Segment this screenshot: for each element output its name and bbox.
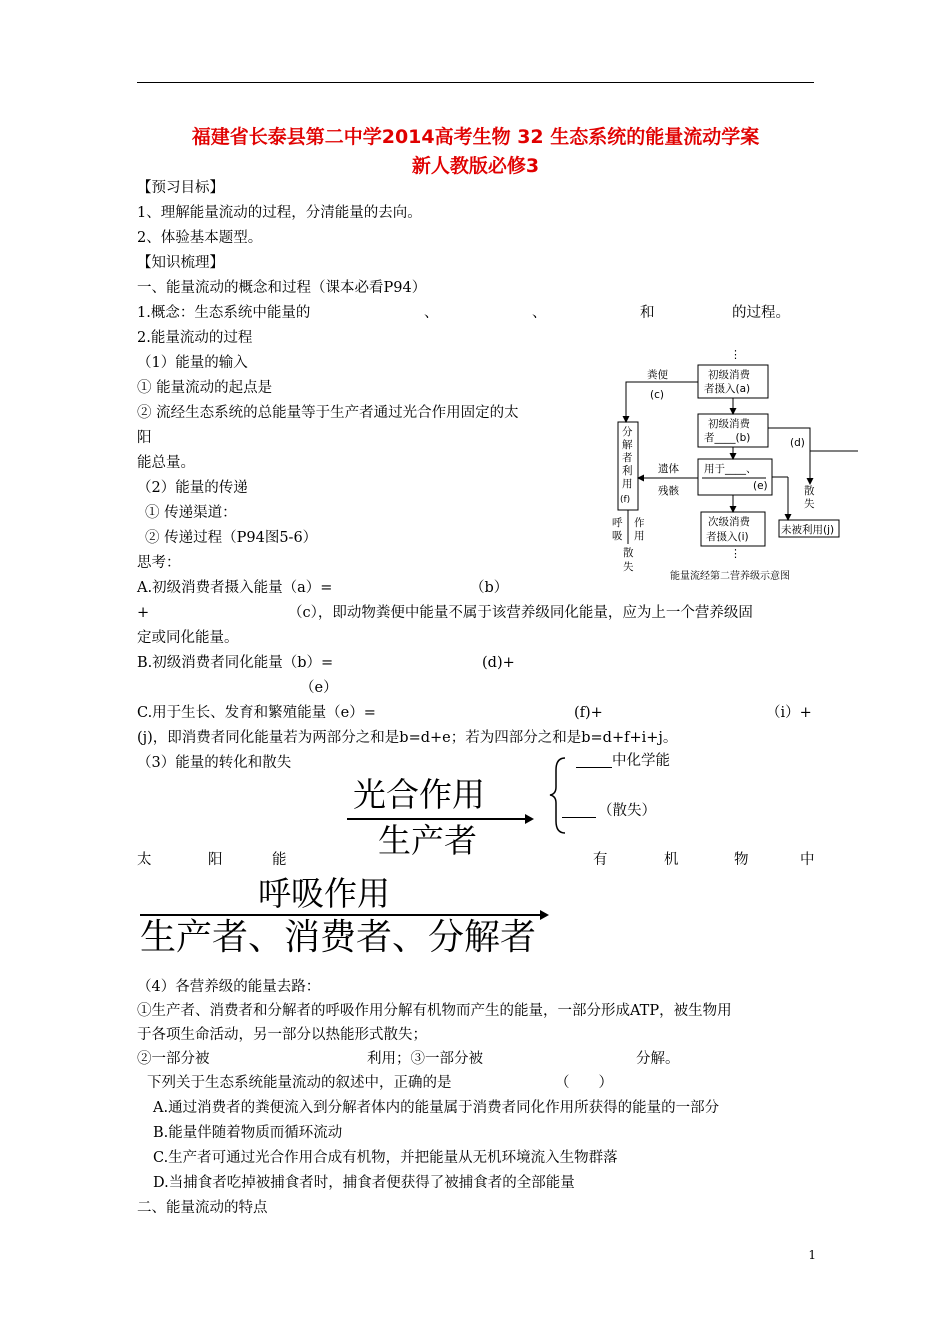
dots-top: ⋮ xyxy=(730,348,741,361)
concept-line-e: 的过程。 xyxy=(732,305,790,321)
question-option-c: C.生产者可通过光合作用合成有机物，并把能量从无机环境流入生物群落 xyxy=(153,1150,618,1166)
organic-char-4: 中 xyxy=(800,852,815,868)
think-b-right: (d)+ xyxy=(482,655,515,671)
brace-top-text: 中化学能 xyxy=(612,753,670,769)
blank-line-energy xyxy=(576,767,612,768)
svg-text:失: 失 xyxy=(623,561,634,573)
sun-char-1: 太 xyxy=(137,852,152,868)
svg-text:者摄入(i): 者摄入(i) xyxy=(706,531,749,543)
organic-char-1: 有 xyxy=(593,852,608,868)
energy-flow-diagram xyxy=(606,344,864,584)
levels-heading: （4）各营养级的能量去路： xyxy=(137,979,321,995)
goal-2: 2、体验基本题型。 xyxy=(137,230,263,246)
section-preview-goals: 【预习目标】 xyxy=(137,180,224,196)
heading-concept-process: 一、能量流动的概念和过程（课本必看P94） xyxy=(137,280,427,296)
diagram-caption: 能量流经第二营养级示意图 xyxy=(670,571,790,582)
question-option-d: D.当捕食者吃掉被捕食者时，捕食者便获得了被捕食者的全部能量 xyxy=(153,1175,575,1191)
think-a-left: A.初级消费者摄入能量（a）= xyxy=(137,580,333,596)
respiration-label: 呼吸作用 xyxy=(258,874,390,913)
svg-text:(d): (d) xyxy=(790,437,805,449)
think-c-end: (j)，即消费者同化能量若为两部分之和是b=d+e；若为四部分之和是b=d+f+i+j。 xyxy=(137,730,678,746)
doc-title-line2: 新人教版必修3 xyxy=(411,155,540,177)
svg-text:利: 利 xyxy=(622,465,633,477)
think-a-plus: + xyxy=(137,605,150,621)
svg-text:者____(b): 者____(b) xyxy=(704,432,751,444)
svg-text:散: 散 xyxy=(804,485,815,497)
svg-text:用: 用 xyxy=(634,530,645,542)
input-item-2: ② 流经生态系统的总能量等于生产者通过光合作用固定的太 xyxy=(137,405,519,421)
heading-characteristics: 二、能量流动的特点 xyxy=(137,1200,268,1216)
page-number: 1 xyxy=(808,1248,816,1262)
svg-text:残骸: 残骸 xyxy=(658,485,679,497)
levels-item-1: ①生产者、消费者和分解者的呼吸作用分解有机物而产生的能量，一部分形成ATP，被生物用 xyxy=(137,1003,732,1019)
input-heading: （1）能量的输入 xyxy=(137,355,248,371)
think-a-cont: （c），即动物粪便中能量不属于该营养级同化能量，应为上一个营养级固 xyxy=(288,605,753,621)
think-c-mid: (f)+ xyxy=(574,705,603,721)
header-rule xyxy=(137,82,814,83)
producer-label: 生产者 xyxy=(378,821,477,860)
concept-line-c: 、 xyxy=(532,305,547,321)
levels-item-2b: 利用；③一部分被 xyxy=(367,1051,483,1067)
blank-line-lost xyxy=(562,817,596,818)
conversion-heading: （3）能量的转化和散失 xyxy=(137,755,292,771)
levels-item-2a: ②一部分被 xyxy=(137,1051,210,1067)
section-knowledge: 【知识梳理】 xyxy=(137,255,224,271)
organic-char-2: 机 xyxy=(664,852,679,868)
transfer-item-2: ② 传递过程（P94图5-6） xyxy=(145,530,318,546)
svg-text:分: 分 xyxy=(622,426,633,438)
think-c-right: （i）+ xyxy=(766,705,812,721)
organisms-label: 生产者、消费者、分解者 xyxy=(140,917,537,958)
input-item-1: ① 能量流动的起点是 xyxy=(137,380,273,396)
svg-text:初级消费: 初级消费 xyxy=(708,369,750,381)
question-answer-blank[interactable]: （ ） xyxy=(555,1075,613,1091)
brace-icon xyxy=(548,755,568,835)
transfer-heading: （2）能量的传递 xyxy=(137,480,248,496)
sun-char-3: 能 xyxy=(272,852,287,868)
brace-bottom-text: （散失） xyxy=(598,803,656,819)
svg-text:呼: 呼 xyxy=(612,517,623,529)
svg-text:散: 散 xyxy=(623,547,634,559)
svg-text:者: 者 xyxy=(622,452,633,464)
think-a-right: （b） xyxy=(470,580,509,596)
svg-text:(f): (f) xyxy=(620,495,631,505)
concept-line-b: 、 xyxy=(424,305,439,321)
svg-text:初级消费: 初级消费 xyxy=(708,418,750,430)
concept-line-d: 和 xyxy=(640,305,655,321)
process-heading: 2.能量流动的过程 xyxy=(137,330,253,346)
svg-text:未被利用(j): 未被利用(j) xyxy=(781,524,835,536)
levels-item-1-cont: 于各项生命活动，另一部分以热能形式散失； xyxy=(137,1027,427,1043)
levels-item-2c: 分解。 xyxy=(636,1051,680,1067)
svg-text:失: 失 xyxy=(804,498,815,510)
think-b-e: （e） xyxy=(300,680,338,696)
input-item-2-end: 能总量。 xyxy=(137,455,195,471)
goal-1: 1、理解能量流动的过程，分清能量的去向。 xyxy=(137,205,422,221)
organic-char-3: 物 xyxy=(734,852,749,868)
doc-title-line1: 福建省长泰县第二中学2014高考生物 32 生态系统的能量流动学案 xyxy=(191,126,760,148)
svg-text:者摄入(a): 者摄入(a) xyxy=(704,383,751,395)
svg-text:解: 解 xyxy=(622,439,633,451)
thinking-label: 思考： xyxy=(137,555,181,571)
svg-text:次级消费: 次级消费 xyxy=(708,516,750,528)
svg-text:吸: 吸 xyxy=(612,530,623,542)
concept-line-a: 1.概念：生态系统中能量的 xyxy=(137,305,311,321)
svg-text:粪便: 粪便 xyxy=(647,369,668,381)
svg-text:遗体: 遗体 xyxy=(658,463,679,475)
input-item-2-cont: 阳 xyxy=(137,430,152,446)
dots-bottom: ⋮ xyxy=(730,547,741,560)
decomposer-text xyxy=(620,425,633,505)
question-stem: 下列关于生态系统能量流动的叙述中，正确的是 xyxy=(147,1075,452,1091)
svg-text:(e): (e) xyxy=(753,480,768,492)
transfer-item-1: ① 传递渠道： xyxy=(145,505,237,521)
question-option-b: B.能量伴随着物质而循环流动 xyxy=(153,1125,343,1141)
think-a-end: 定或同化能量。 xyxy=(137,630,239,646)
question-option-a: A.通过消费者的粪便流入到分解者体内的能量属于消费者同化作用所获得的能量的一部分 xyxy=(153,1100,720,1116)
svg-text:用于____、: 用于____、 xyxy=(704,463,757,475)
sun-char-2: 阳 xyxy=(208,852,223,868)
svg-text:(c): (c) xyxy=(650,389,664,401)
svg-text:作: 作 xyxy=(634,517,645,529)
think-b-left: B.初级消费者同化能量（b）= xyxy=(137,655,334,671)
photosynthesis-label: 光合作用 xyxy=(353,775,485,814)
think-c-left: C.用于生长、发育和繁殖能量（e）= xyxy=(137,705,376,721)
svg-text:用: 用 xyxy=(622,478,633,490)
